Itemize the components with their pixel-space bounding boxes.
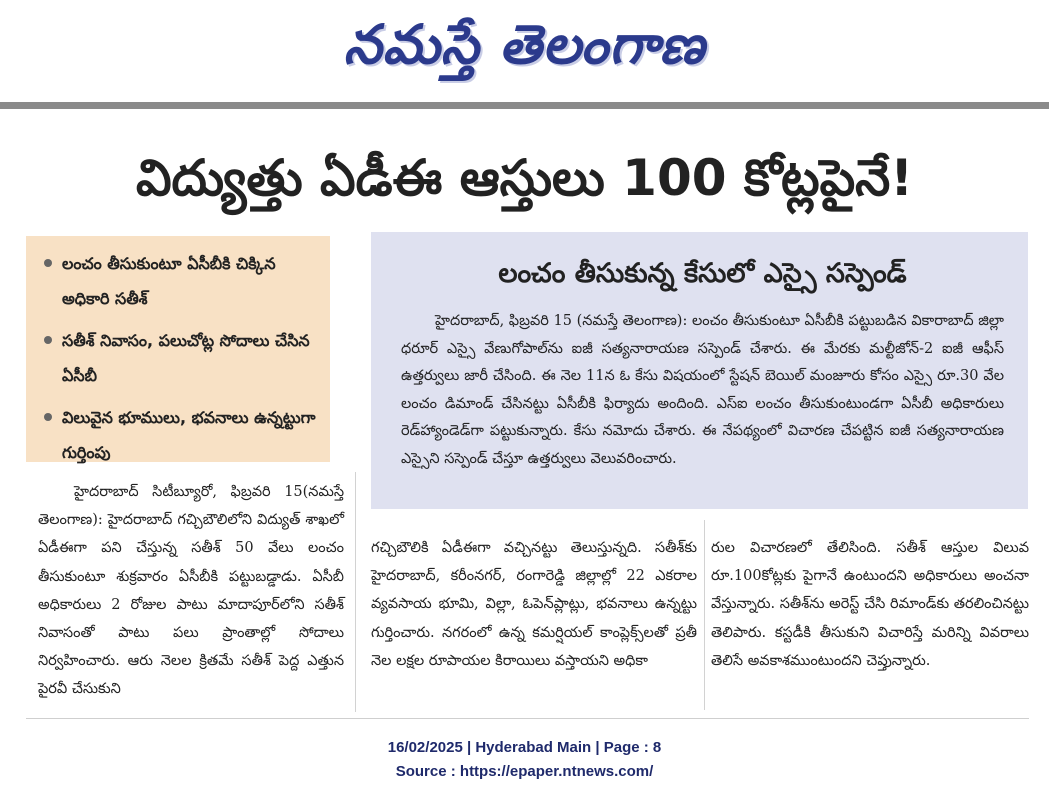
newspaper-logo: నమస్తే తెలంగాణ <box>343 12 706 76</box>
article-text: గచ్చిబౌలికి ఏడీఈగా వచ్చినట్టు తెలుస్తున్నది. సతీశ్‌కు హైదరాబాద్, కరీంనగర్, రంగారెడ్డి జిల్లాల్లో 22 ఎకరాల వ్యవసాయ భూమి, విల్లా, ఓపెన్‌ప్లాట్లు, భవనాలు ఉన్నట్టు గుర్తించారు. నగరంలో ఉన్న కమర్షియల్ కాంప్లెక్స్‌లతో ప్రతీ నెల లక్షల రూపాయల కిరాయిలు వస్తాయని అధికా <box>371 540 697 669</box>
article-text: హైదరాబాద్ సిటీబ్యూరో, ఫిబ్రవరి 15(నమస్తే తెలంగాణ): హైదరాబాద్ గచ్చిబౌలిలోని విద్యుత్ శాఖలో ఏడీఈగా పని చేస్తున్న సతీశ్ 50 వేలు లంచం తీసుకుంటూ శుక్రవారం ఏసీబీకి పట్టుబడ్డాడు. ఏసీబీ అధికారులు 2 రోజుల పాటు మాదాపూర్‌లోని సతీశ్ నివాసంతో పాటు పలు ప్రాంతాల్లో సోదాలు నిర్వహించారు. ఆరు నెలల క్రితమే సతీశ్ పెద్ద ఎత్తున పైరవీ చేసుకుని <box>38 484 344 698</box>
footer <box>0 736 1049 784</box>
column-divider <box>355 472 356 712</box>
page-headline: విద్యుత్తు ఏడీఈ ఆస్తులు 100 కోట్లపైనే! <box>135 149 914 207</box>
highlights-box <box>26 236 330 462</box>
highlight-text: విలువైన భూములు, భవనాలు ఉన్నట్టుగా గుర్తింపు <box>62 408 316 462</box>
highlight-text: సతీశ్ నివాసం, పలుచోట్ల సోదాలు చేసిన ఏసీబీ <box>62 331 310 385</box>
highlight-item <box>44 400 316 470</box>
article-column-3 <box>711 534 1029 675</box>
article-column-2 <box>371 534 697 675</box>
article-column-1 <box>38 478 344 704</box>
header-divider <box>0 102 1049 109</box>
bullet-icon <box>44 259 52 267</box>
highlights-list <box>44 246 316 470</box>
boxed-story <box>371 232 1028 509</box>
footer-divider <box>26 718 1029 719</box>
edition-info: 16/02/2025 | Hyderabad Main | Page : 8 <box>387 739 662 756</box>
bullet-icon <box>44 413 52 421</box>
highlight-item <box>44 246 316 316</box>
bullet-icon <box>44 336 52 344</box>
boxed-story-body: హైదరాబాద్, ఫిబ్రవరి 15 (నమస్తే తెలంగాణ): లంచం తీసుకుంటూ ఏసీబీకి పట్టుబడిన వికారాబాద్ జిల్లా ధరూర్ ఎస్సై వేణుగోపాల్‌ను ఐజీ సత్యనారాయణ సస్పెండ్ చేశారు. ఈ మేరకు మల్టీజోన్-2 ఐజీ ఆఫీస్ ఉత్తర్వులు జారీ చేసింది. ఈ నెల 11న ఓ కేసు విషయంలో స్టేషన్ బెయిల్ మంజూరు కోసం ఎస్సై రూ.30 వేల లంచం డిమాండ్ చేసినట్టు ఏసీబీకి ఫిర్యాదు అందింది. ఎస్‌ఐ లంచం తీసుకుంటుండగా ఏసీబీ అధికారులు రెడ్‌హ్యాండెడ్‌గా పట్టుకున్నారు. కేసు నమోదు చేశారు. ఈ నేపథ్యంలో విచారణ చేపట్టిన ఐజీ సత్యనారాయణ ఎస్సైని సస్పెండ్ చేస్తూ ఉత్తర్వులు వెలువరించారు. <box>401 313 1004 467</box>
source-link[interactable]: Source : https://epaper.ntnews.com/ <box>395 763 654 780</box>
highlight-text: లంచం తీసుకుంటూ ఏసీబీకి చిక్కిన అధికారి సతీశ్ <box>62 254 276 308</box>
article-text: రుల విచారణలో తేలిసింది. సతీశ్ ఆస్తుల విలువ రూ.100కోట్లకు పైగానే ఉంటుందని అధికారులు అంచనా వేస్తున్నారు. సతీశ్‌ను అరెస్ట్ చేసి రిమాండ్‌కు తరలించినట్టు తెలిపారు. కస్టడీకి తీసుకుని విచారిస్తే మరిన్ని వివరాలు తెలిసే అవకాశముంటుందని చెప్తున్నారు. <box>711 540 1029 669</box>
boxed-story-title: లంచం తీసుకున్న కేసులో ఎస్సై సస్పెండ్ <box>498 258 907 289</box>
highlight-item <box>44 323 316 393</box>
column-divider <box>704 520 705 710</box>
masthead <box>0 0 1049 96</box>
